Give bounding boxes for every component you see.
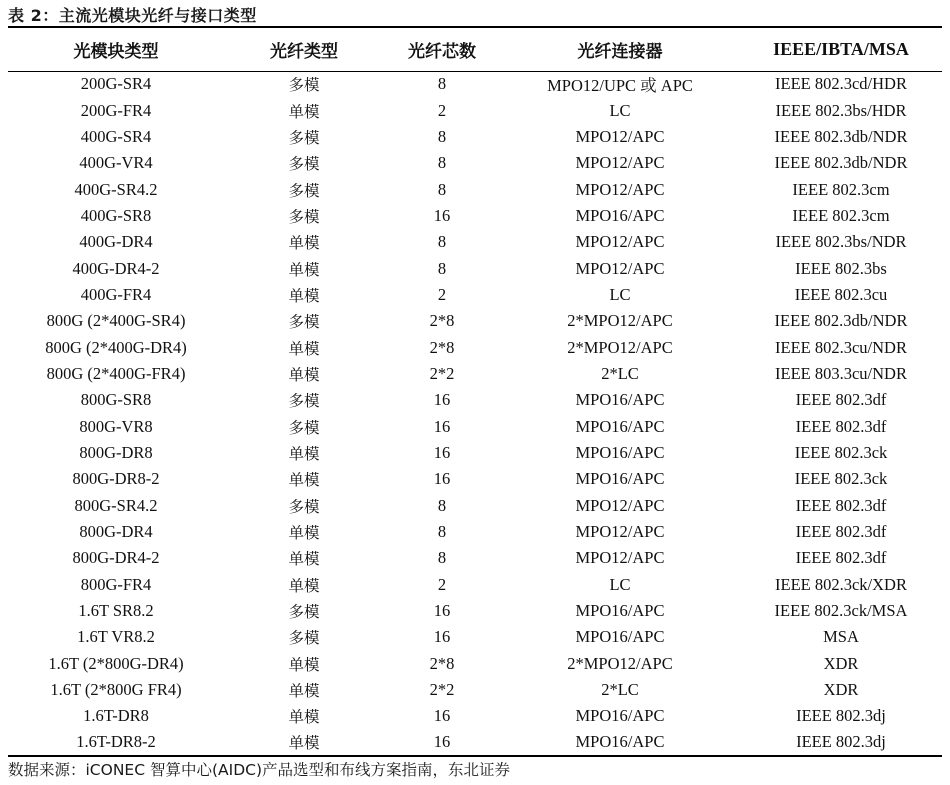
cell-standard: IEEE 802.3df xyxy=(795,416,887,436)
cell-standard: IEEE 802.3db/NDR xyxy=(774,126,908,146)
cell-fiber-count: 2*8 xyxy=(429,311,455,331)
cell-fiber-type: 单模 xyxy=(288,524,320,543)
cell-fiber-type: 单模 xyxy=(288,339,320,358)
cell-fiber-type: 单模 xyxy=(288,444,320,463)
table-header xyxy=(8,27,942,71)
cell-connector: LC xyxy=(609,284,631,304)
cell-standard: IEEE 802.3db/NDR xyxy=(774,311,908,331)
cell-connector: MPO16/APC xyxy=(575,601,665,621)
cell-connector: MPO16/APC xyxy=(575,706,665,726)
cell-standard: IEEE 802.3ck xyxy=(794,469,888,489)
cell-connector: MPO12/APC xyxy=(575,232,665,252)
cell-standard: IEEE 802.3cu xyxy=(794,284,888,304)
cell-fiber-type: 单模 xyxy=(288,234,320,253)
table-row xyxy=(8,413,942,439)
table-row xyxy=(8,150,942,176)
cell-fiber-count: 2 xyxy=(437,574,447,594)
cell-fiber-count: 8 xyxy=(437,258,447,278)
cell-fiber-count: 8 xyxy=(437,179,447,199)
cell-connector: LC xyxy=(609,574,631,594)
table-row xyxy=(8,361,942,387)
cell-connector: MPO16/APC xyxy=(575,390,665,410)
cell-fiber-type: 单模 xyxy=(288,260,320,279)
cell-standard: XDR xyxy=(823,653,859,673)
table-container xyxy=(8,26,942,757)
header-module-type: 光模块类型 xyxy=(73,41,159,62)
cell-fiber-count: 16 xyxy=(433,390,451,410)
cell-fiber-count: 2 xyxy=(437,284,447,304)
header-standard: IEEE/IBTA/MSA xyxy=(773,38,909,59)
cell-fiber-count: 16 xyxy=(433,627,451,647)
cell-fiber-count: 16 xyxy=(433,205,451,225)
cell-connector: MPO16/APC xyxy=(500,730,740,756)
cell-fiber-count: 16 xyxy=(384,730,500,756)
cell-module-type: 400G-FR4 xyxy=(80,284,152,304)
cell-standard: IEEE 802.3cm xyxy=(792,205,890,225)
cell-module-type: 800G-DR4-2 xyxy=(72,548,160,568)
cell-standard: IEEE 802.3ck/XDR xyxy=(775,574,907,594)
cell-standard: IEEE 802.3bs xyxy=(795,258,887,278)
cell-connector: 2*MPO12/APC xyxy=(567,653,673,673)
header-row xyxy=(8,27,942,71)
table-row xyxy=(8,651,942,677)
table-row xyxy=(8,255,942,281)
source-note: 数据来源：iCONEC 智算中心(AIDC)产品选型和布线方案指南，东北证券 xyxy=(8,761,510,779)
cell-fiber-type: 多模 xyxy=(288,629,320,648)
table-row xyxy=(8,730,942,756)
cell-module-type: 400G-DR4-2 xyxy=(72,258,160,278)
cell-fiber-type: 单模 xyxy=(288,550,320,569)
cell-module-type: 800G-DR8 xyxy=(79,442,153,462)
cell-fiber-count: 2*8 xyxy=(429,337,455,357)
cell-connector: 2*MPO12/APC xyxy=(567,311,673,331)
cell-module-type: 1.6T-DR8-2 xyxy=(8,730,224,756)
table-row xyxy=(8,97,942,123)
cell-fiber-type: 多模 xyxy=(288,603,320,622)
table-row xyxy=(8,519,942,545)
cell-module-type: 1.6T (2*800G-DR4) xyxy=(48,653,184,673)
cell-connector: MPO12/APC xyxy=(575,522,665,542)
cell-standard: IEEE 802.3cm xyxy=(792,179,890,199)
cell-standard: IEEE 802.3cu/NDR xyxy=(775,337,907,357)
cell-connector: MPO12/UPC 或 APC xyxy=(547,76,693,96)
cell-connector: MPO12/APC xyxy=(575,548,665,568)
cell-connector: MPO12/APC xyxy=(575,153,665,173)
cell-fiber-type: 多模 xyxy=(288,76,320,95)
cell-standard: IEEE 802.3df xyxy=(795,522,887,542)
cell-module-type: 1.6T SR8.2 xyxy=(78,601,154,621)
cell-connector: MPO16/APC xyxy=(575,442,665,462)
cell-standard: IEEE 802.3bs/HDR xyxy=(775,100,907,120)
cell-connector: MPO12/APC xyxy=(575,179,665,199)
cell-module-type: 1.6T VR8.2 xyxy=(77,627,155,647)
cell-fiber-type: 单模 xyxy=(288,655,320,674)
cell-fiber-type: 多模 xyxy=(288,207,320,226)
cell-module-type: 400G-SR8 xyxy=(80,205,152,225)
table-row xyxy=(8,677,942,703)
cell-fiber-type: 单模 xyxy=(224,730,384,756)
cell-module-type: 800G-SR8 xyxy=(80,390,152,410)
cell-connector: MPO12/APC xyxy=(575,495,665,515)
cell-connector: MPO16/APC xyxy=(575,627,665,647)
table-row xyxy=(8,229,942,255)
table-row xyxy=(8,387,942,413)
cell-module-type: 200G-FR4 xyxy=(80,100,152,120)
cell-module-type: 1.6T (2*800G FR4) xyxy=(50,680,182,700)
cell-connector: 2*LC xyxy=(601,363,639,383)
cell-fiber-count: 2*8 xyxy=(429,653,455,673)
cell-connector: MPO12/APC xyxy=(575,126,665,146)
cell-standard: IEEE 803.3cu/NDR xyxy=(775,363,907,383)
table-row xyxy=(8,334,942,360)
cell-connector: MPO16/APC xyxy=(575,416,665,436)
cell-module-type: 400G-SR4.2 xyxy=(74,179,158,199)
cell-module-type: 800G-FR4 xyxy=(80,574,152,594)
cell-fiber-count: 8 xyxy=(437,74,447,94)
cell-fiber-type: 单模 xyxy=(288,471,320,490)
table-row xyxy=(8,308,942,334)
cell-connector: 2*MPO12/APC xyxy=(567,337,673,357)
cell-module-type: 800G (2*400G-SR4) xyxy=(46,311,186,331)
cell-module-type: 800G-VR8 xyxy=(79,416,153,436)
cell-fiber-type: 多模 xyxy=(288,418,320,437)
cell-fiber-count: 8 xyxy=(437,153,447,173)
table-row xyxy=(8,282,942,308)
header-fiber-count: 光纤芯数 xyxy=(408,41,476,62)
table-row xyxy=(8,572,942,598)
module-table xyxy=(8,26,942,757)
cell-standard: IEEE 802.3ck/MSA xyxy=(774,601,908,621)
cell-fiber-type: 多模 xyxy=(288,392,320,411)
cell-fiber-type: 多模 xyxy=(288,155,320,174)
cell-standard: IEEE 802.3dj xyxy=(740,730,942,756)
cell-module-type: 800G (2*400G-DR4) xyxy=(45,337,187,357)
table-row xyxy=(8,466,942,492)
table-body xyxy=(8,71,942,756)
cell-fiber-type: 多模 xyxy=(288,128,320,147)
cell-fiber-type: 单模 xyxy=(288,102,320,121)
cell-fiber-type: 多模 xyxy=(288,181,320,200)
table-row xyxy=(8,624,942,650)
header-fiber-type: 光纤类型 xyxy=(270,41,338,62)
cell-fiber-count: 8 xyxy=(437,548,447,568)
cell-connector: 2*LC xyxy=(601,680,639,700)
cell-fiber-type: 多模 xyxy=(288,497,320,516)
table-row xyxy=(8,545,942,571)
cell-connector: LC xyxy=(609,100,631,120)
cell-fiber-count: 8 xyxy=(437,495,447,515)
cell-connector: MPO16/APC xyxy=(575,205,665,225)
cell-standard: IEEE 802.3ck xyxy=(794,442,888,462)
cell-standard: MSA xyxy=(823,627,859,647)
cell-fiber-type: 单模 xyxy=(288,708,320,727)
cell-fiber-count: 2 xyxy=(437,100,447,120)
cell-fiber-type: 单模 xyxy=(288,286,320,305)
table-row xyxy=(8,440,942,466)
cell-standard: IEEE 802.3df xyxy=(795,390,887,410)
cell-connector: MPO16/APC xyxy=(575,469,665,489)
header-connector: 光纤连接器 xyxy=(577,41,663,62)
table-row xyxy=(8,598,942,624)
cell-fiber-count: 2*2 xyxy=(429,363,455,383)
cell-fiber-type: 多模 xyxy=(288,313,320,332)
cell-standard: XDR xyxy=(823,680,859,700)
cell-module-type: 800G-DR4 xyxy=(79,522,153,542)
cell-module-type: 400G-DR4 xyxy=(79,232,153,252)
cell-module-type: 800G (2*400G-FR4) xyxy=(46,363,186,383)
cell-fiber-type: 单模 xyxy=(288,365,320,384)
table-row xyxy=(8,203,942,229)
cell-fiber-count: 16 xyxy=(433,416,451,436)
cell-module-type: 800G-DR8-2 xyxy=(72,469,160,489)
cell-fiber-count: 8 xyxy=(437,126,447,146)
cell-connector: MPO12/APC xyxy=(575,258,665,278)
cell-standard: IEEE 802.3dj xyxy=(796,706,886,726)
cell-fiber-count: 8 xyxy=(437,522,447,542)
cell-standard: IEEE 802.3bs/NDR xyxy=(775,232,907,252)
cell-fiber-count: 8 xyxy=(437,232,447,252)
cell-standard: IEEE 802.3db/NDR xyxy=(774,153,908,173)
cell-standard: IEEE 802.3df xyxy=(795,548,887,568)
cell-standard: IEEE 802.3cd/HDR xyxy=(775,74,907,94)
cell-module-type: 1.6T-DR8 xyxy=(83,706,149,726)
cell-module-type: 800G-SR4.2 xyxy=(74,495,158,515)
cell-standard: IEEE 802.3df xyxy=(795,495,887,515)
table-row xyxy=(8,176,942,202)
cell-fiber-count: 16 xyxy=(433,601,451,621)
cell-fiber-type: 单模 xyxy=(288,576,320,595)
cell-fiber-type: 单模 xyxy=(288,682,320,701)
table-row xyxy=(8,71,942,97)
cell-fiber-count: 2*2 xyxy=(429,680,455,700)
cell-fiber-count: 16 xyxy=(433,469,451,489)
cell-module-type: 400G-VR4 xyxy=(79,153,153,173)
cell-module-type: 200G-SR4 xyxy=(80,74,152,94)
cell-fiber-count: 16 xyxy=(433,442,451,462)
table-row xyxy=(8,124,942,150)
table-row xyxy=(8,493,942,519)
table-caption: 表 2：主流光模块光纤与接口类型 xyxy=(8,6,257,25)
table-row xyxy=(8,703,942,729)
cell-fiber-count: 16 xyxy=(433,706,451,726)
cell-module-type: 400G-SR4 xyxy=(80,126,152,146)
